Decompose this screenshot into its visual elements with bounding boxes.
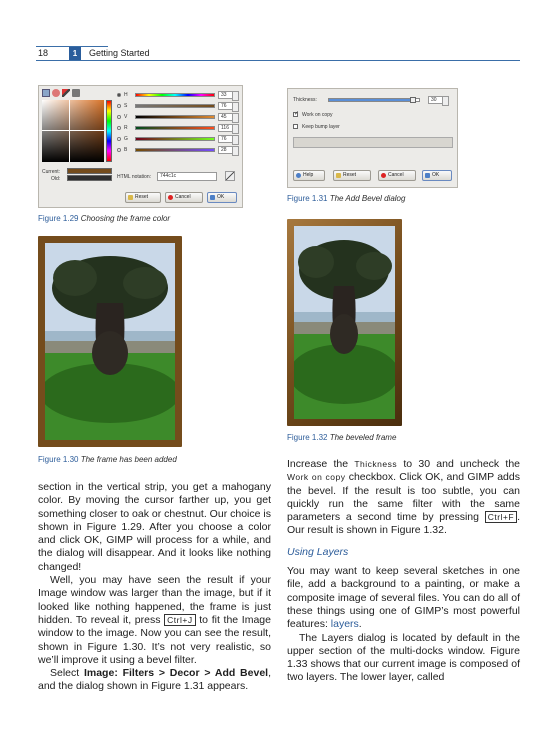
channel-bar-g[interactable] [135, 137, 215, 141]
channel-row-b [117, 146, 241, 155]
chapter-title: Getting Started [89, 48, 150, 58]
color-square-crosshair-h [42, 130, 104, 131]
channel-radio-v[interactable] [117, 115, 121, 119]
channel-label-v: V [124, 114, 128, 120]
help-icon [296, 173, 301, 178]
channel-value-g[interactable]: 76 [218, 135, 234, 143]
old-label: Old: [51, 176, 61, 182]
figure-1-30-caption: Figure 1.30 The frame has been added [38, 455, 177, 464]
channel-bar-s[interactable] [135, 104, 215, 108]
gimp-selector-icon[interactable] [42, 89, 50, 97]
color-square[interactable] [42, 100, 104, 162]
channel-bar-r[interactable] [135, 126, 215, 130]
framed-photo-flat [38, 236, 182, 447]
tree-photo-beveled [294, 226, 395, 419]
channel-radio-s[interactable] [117, 104, 121, 108]
html-notation-input[interactable]: 744c1c [157, 172, 217, 181]
thickness-value[interactable]: 30 [428, 96, 444, 104]
menu-path: Image: Filters > Decor > Add Bevel [83, 667, 269, 680]
channel-row-r [117, 124, 241, 133]
reset-button[interactable]: Reset [125, 192, 161, 203]
right-column [287, 458, 520, 685]
cancel-icon [168, 195, 173, 200]
channel-bar-h[interactable] [135, 93, 215, 97]
figure-1-31-caption: Figure 1.31 The Add Bevel dialog [287, 194, 406, 203]
left-column [38, 481, 271, 694]
color-square-crosshair-v [69, 100, 70, 162]
cmyk-icon[interactable] [52, 89, 60, 97]
thickness-label: Thickness: [293, 97, 317, 103]
checkmark-icon: ✓ [294, 111, 300, 117]
channel-label-r: R [124, 125, 128, 131]
channel-radio-g[interactable] [117, 137, 121, 141]
work-on-copy-label: Work on copy [302, 112, 333, 118]
layers-term: layers [330, 618, 359, 631]
keep-bump-layer-checkbox[interactable] [293, 124, 298, 129]
channel-value-b[interactable]: 28 [218, 146, 234, 154]
tree-image-beveled [294, 226, 395, 419]
reset-icon [128, 195, 133, 200]
channel-radio-h[interactable] [117, 93, 121, 97]
add-bevel-dialog [287, 88, 458, 188]
tree-image [45, 243, 175, 440]
channel-label-g: G [124, 136, 128, 142]
ok-icon [210, 195, 215, 200]
ctrl-f-key: Ctrl+F [485, 511, 517, 523]
channel-row-v [117, 113, 241, 122]
bevel-reset-button[interactable]: Reset [333, 170, 371, 181]
left-paragraph-1: section in the vertical strip, you get a mahogany color. By moving the cursor farther up, you get something closer to oak or chestnut. Our choice is shown in Figure 1.29. After you choose a color and click OK, GIMP will process for a while, and the dialog will disappear. And it looks like nothing changed! [38, 481, 271, 573]
tree-photo [45, 243, 175, 440]
color-chooser-dialog [38, 85, 243, 208]
progress-bar [293, 137, 453, 148]
channel-value-h[interactable]: 33 [218, 91, 234, 99]
channel-value-r[interactable]: 116 [218, 124, 234, 132]
channel-value-v[interactable]: 45 [218, 113, 234, 121]
eyedropper-icon[interactable] [225, 171, 235, 181]
ok-icon [425, 173, 430, 178]
cancel-button[interactable]: Cancel [165, 192, 203, 203]
html-notation-label: HTML notation: [117, 174, 151, 180]
cancel-icon [381, 173, 386, 178]
right-paragraph-2: You may want to keep several sketches in one file, add a background to a painting, or make a composite image of several files. You can do all of these things using one of GIMP’s most powerful features: layers. [287, 565, 520, 631]
channel-sliders [117, 91, 241, 161]
channel-row-s [117, 102, 241, 111]
printer-icon[interactable] [72, 89, 80, 97]
channel-value-s[interactable]: 76 [218, 102, 234, 110]
hue-strip[interactable] [106, 100, 112, 162]
framed-photo-beveled [287, 219, 402, 426]
channel-label-b: B [124, 147, 128, 153]
reset-icon [336, 173, 341, 178]
left-paragraph-3: Select Image: Filters > Decor > Add Bevel, and the dialog shown in Figure 1.31 appears. [38, 667, 271, 693]
keep-bump-layer-label: Keep bump layer [302, 124, 340, 130]
current-label: Current: [42, 169, 61, 175]
channel-bar-v[interactable] [135, 115, 215, 119]
channel-label-h: H [124, 92, 128, 98]
channel-radio-r[interactable] [117, 126, 121, 130]
thickness-fill [329, 99, 413, 101]
channel-row-h [117, 91, 241, 100]
chapter-number: 1 [69, 47, 81, 60]
help-button[interactable]: Help [293, 170, 325, 181]
work-on-copy-checkbox[interactable] [293, 112, 298, 117]
channel-bar-b[interactable] [135, 148, 215, 152]
bevel-ok-button[interactable]: OK [422, 170, 452, 181]
section-heading-using-layers: Using Layers [287, 545, 349, 558]
thickness-slider[interactable] [328, 98, 420, 102]
ok-button[interactable]: OK [207, 192, 237, 203]
left-paragraph-2: Well, you may have seen the result if your Image window was larger than the image, but if it looked like nothing happened, the frame is just hidden. To reveal it, press Ctrl+J to fit the Image window to the image. Now you can see the result, shown in Figure 1.30. It’s not very realistic, so we’ll improve it using a bevel filter. [38, 574, 271, 666]
color-tool-tabs [42, 89, 80, 98]
brush-icon[interactable] [62, 89, 70, 97]
channel-row-g [117, 135, 241, 144]
channel-label-s: S [124, 103, 128, 109]
thickness-handle[interactable] [410, 97, 416, 103]
figure-1-29-caption: Figure 1.29 Choosing the frame color [38, 214, 171, 223]
figure-1-32-caption: Figure 1.32 The beveled frame [287, 433, 397, 442]
thickness-term: Thickness [354, 459, 398, 469]
channel-radio-b[interactable] [117, 148, 121, 152]
bevel-cancel-button[interactable]: Cancel [378, 170, 416, 181]
work-on-copy-term: Work on copy [287, 472, 346, 483]
current-swatch [67, 168, 112, 174]
page-number: 18 [38, 48, 49, 58]
right-paragraph-1: Increase the Thickness to 30 and uncheck the Work on copy checkbox. Click OK, and GIMP adds the bevel. If the result is too subtle, you can quickly run the same filter with the same parameters a second time by pressing Ctrl+F . Our result is shown in Figure 1.32. [287, 458, 521, 537]
old-swatch [67, 175, 112, 181]
ctrl-j-key: Ctrl+J [164, 614, 195, 626]
header-rule [36, 60, 520, 61]
right-paragraph-3: The Layers dialog is located by default in the upper section of the multi-docks window. Figure 1.33 shows that our current image is composed of two layers. The lower layer, called [287, 631, 520, 684]
